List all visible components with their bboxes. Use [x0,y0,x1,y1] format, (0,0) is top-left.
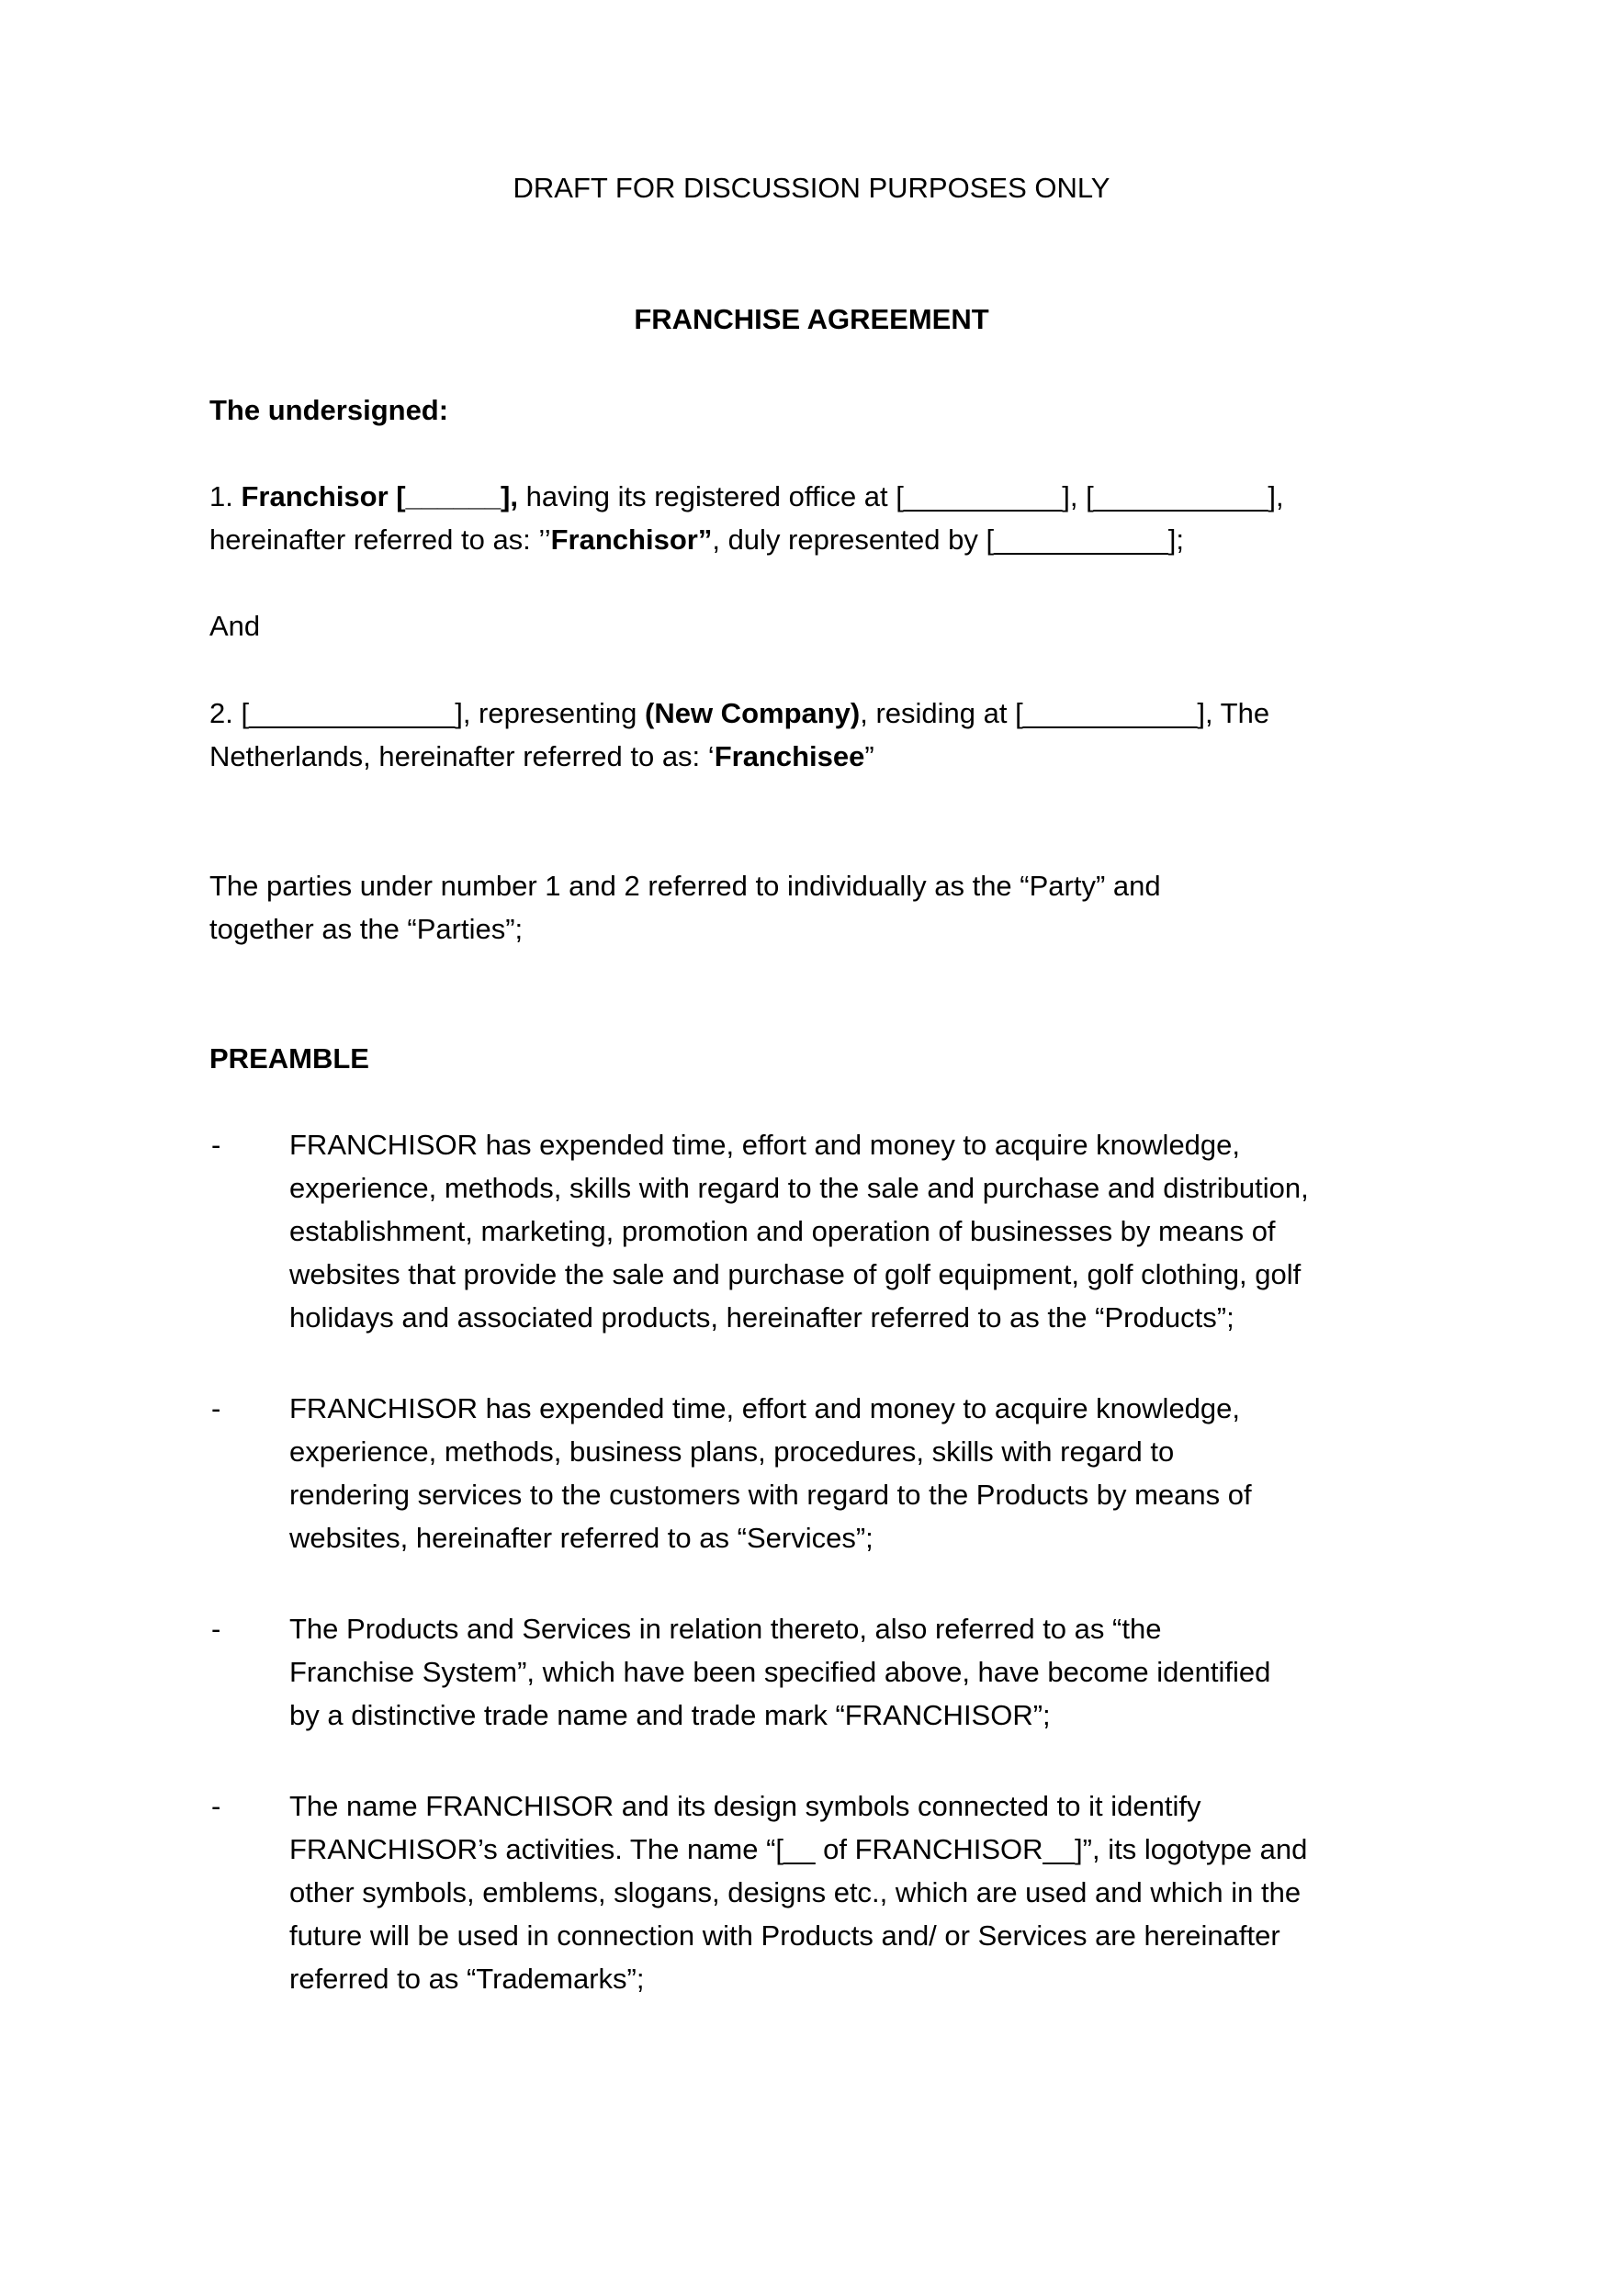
text-run: 2. [_____________], representing [209,697,645,729]
text-line [289,1473,1414,1516]
text-run: The parties under number 1 and 2 referred to individually as the “Party” and [209,870,1161,902]
text-line [289,1784,1414,1828]
text-line [289,1210,1414,1253]
text-run: hereinafter referred to as: ’’ [209,523,551,556]
text-line [209,475,1414,518]
text-run: having its registered office at [__________], [___________], [518,480,1284,512]
text-line [289,1828,1414,1871]
text-run: future will be used in connection with Products and/ or Services are hereinafter [289,1919,1280,1952]
text-line [209,907,1414,951]
recital-2-text [289,1387,1414,1559]
bold-text-run: Franchisee [714,740,865,772]
text-line [289,1296,1414,1339]
text-run: ” [864,740,874,772]
bullet-dash: - [211,1613,221,1645]
text-line [289,1387,1414,1430]
recital-4 [209,1784,1414,2000]
recital-1-text [289,1123,1414,1339]
text-line [289,1516,1414,1559]
text-run: by a distinctive trade name and trade mark “FRANCHISOR”; [289,1699,1051,1731]
bullet-dash: - [211,1392,221,1424]
text-line [209,864,1414,907]
text-run: 1. [209,480,242,512]
text-run: , residing at [___________], The [860,697,1270,729]
text-line [289,1253,1414,1296]
text-run: experience, methods, business plans, procedures, skills with regard to [289,1435,1175,1468]
recital-2 [209,1387,1414,1559]
recital-1 [209,1123,1414,1339]
text-run: The Products and Services in relation thereto, also referred to as “the [289,1613,1162,1645]
preamble-heading: PREAMBLE [209,1042,369,1075]
text-run: The name FRANCHISOR and its design symbols connected to it identify [289,1790,1201,1822]
text-run: FRANCHISOR has expended time, effort and money to acquire knowledge, [289,1392,1241,1424]
text-run: other symbols, emblems, slogans, designs etc., which are used and which in the [289,1876,1302,1908]
recital-3-text [289,1607,1414,1737]
bold-text-run: Franchisor [______], [241,480,518,512]
text-run: rendering services to the customers with regard to the Products by means of [289,1479,1252,1511]
bold-text-run: (New Company) [645,697,861,729]
text-line [209,692,1414,735]
text-run: referred to as “Trademarks”; [289,1963,645,1995]
text-run: together as the “Parties”; [209,913,524,945]
recital-4-text [289,1784,1414,2000]
text-run: holidays and associated products, hereinafter referred to as the “Products”; [289,1301,1234,1334]
text-run: establishment, marketing, promotion and operation of businesses by means of [289,1215,1276,1247]
text-run: Franchise System”, which have been specified above, have become identified [289,1656,1271,1688]
bullet-dash: - [211,1790,221,1822]
undersigned-heading: The undersigned: [209,394,449,426]
text-line [289,1650,1414,1694]
text-run: experience, methods, skills with regard to the sale and purchase and distribution, [289,1172,1309,1204]
recital-3 [209,1607,1414,1737]
text-line [289,1914,1414,1957]
text-line [209,735,1414,778]
text-run: FRANCHISOR’s activities. The name “[__ of FRANCHISOR__]”, its logotype and [289,1833,1308,1865]
text-line [289,1166,1414,1210]
party-1-clause [209,475,1414,561]
text-line [289,1123,1414,1166]
text-run: FRANCHISOR has expended time, effort and money to acquire knowledge, [289,1129,1241,1161]
text-line [289,1957,1414,2000]
bold-text-run: Franchisor” [550,523,713,556]
bullet-dash: - [211,1129,221,1161]
text-line [289,1694,1414,1737]
text-run: websites that provide the sale and purchase of golf equipment, golf clothing, golf [289,1258,1302,1290]
document-title: FRANCHISE AGREEMENT [634,303,989,335]
and-separator: And [209,610,261,642]
text-line [209,518,1414,561]
party-2-clause [209,692,1414,778]
draft-notice: DRAFT FOR DISCUSSION PURPOSES ONLY [513,172,1110,204]
text-line [289,1871,1414,1914]
text-run: websites, hereinafter referred to as “Services”; [289,1522,873,1554]
parties-clause [209,864,1414,951]
text-line [289,1430,1414,1473]
text-run: Netherlands, hereinafter referred to as: ‘ [209,740,715,772]
text-run: , duly represented by [___________]; [712,523,1184,556]
text-line [289,1607,1414,1650]
